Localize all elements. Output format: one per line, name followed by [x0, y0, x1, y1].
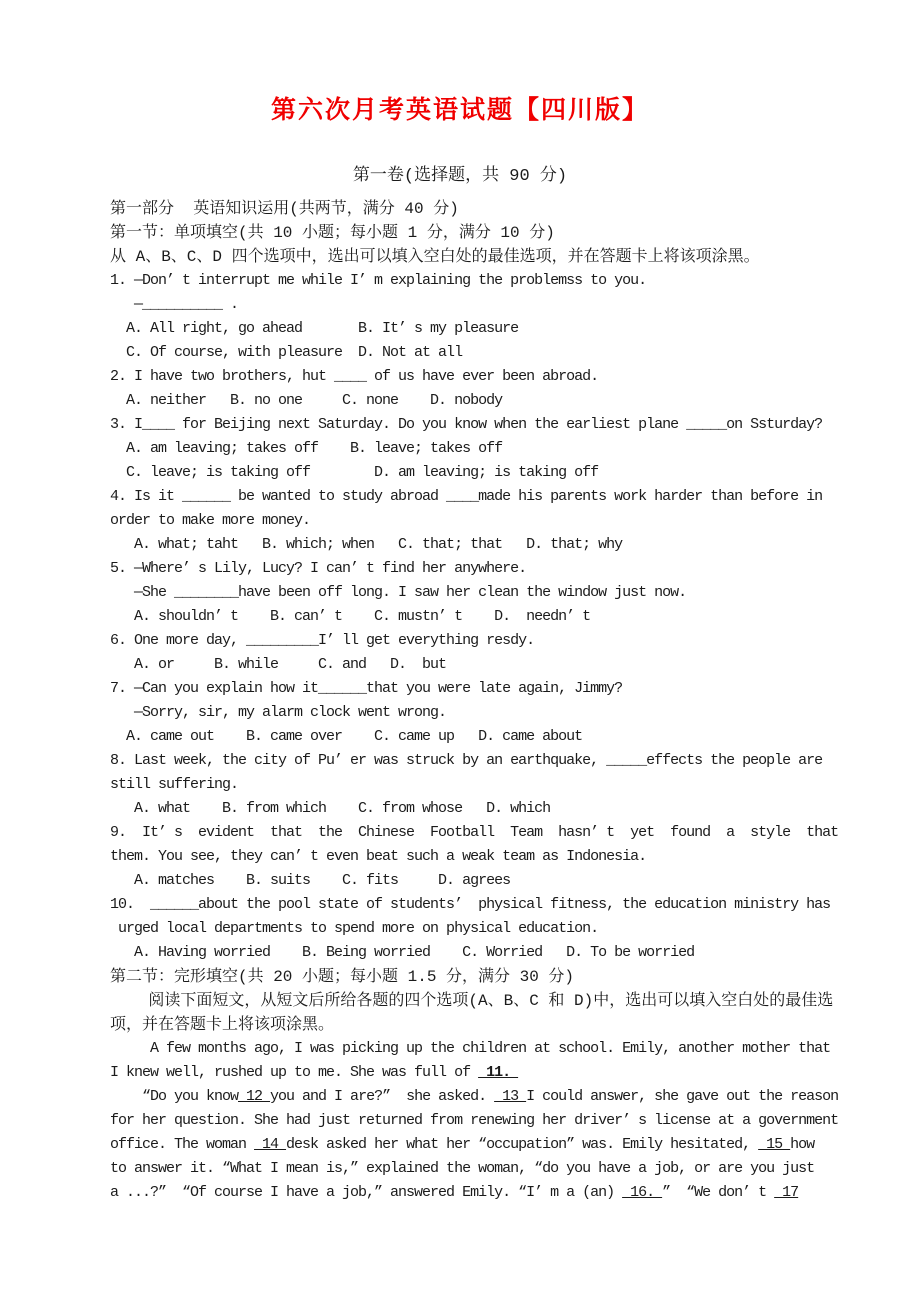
doc-line: 第一部分 英语知识运用(共两节，满分 40 分) [110, 200, 459, 218]
doc-line: 6. One more day, _________I’ ll get everything resdy. [110, 632, 535, 649]
doc-line: 1. —Don’ t interrupt me while I’ m explaining the problemss to you. [110, 272, 647, 289]
doc-line [110, 1085, 880, 1109]
doc-line: A. or B. while C. and D. but [110, 656, 447, 673]
text-segment: a ...?” “Of course I have a job,” answered Emily. “I’ m a (an) [110, 1184, 623, 1201]
page-title: 第六次月考英语试题【四川版】 [270, 96, 649, 124]
doc-line: A. am leaving; takes off B. leave; takes off [110, 440, 503, 457]
doc-line: 8. Last week, the city of Pu’ er was struck by an earthquake, _____effects the people are [110, 752, 823, 769]
document-lines [110, 197, 880, 1205]
doc-line: A. All right, go ahead B. It’ s my pleasure [110, 320, 519, 337]
text-segment: you and I are?” she asked. [270, 1088, 495, 1105]
cloze-blank: 16. [622, 1184, 663, 1201]
cloze-blank: 17 [774, 1184, 799, 1201]
doc-line: 从 A、B、C、D 四个选项中，选出可以填入空白处的最佳选项，并在答题卡上将该项涂黑。 [110, 248, 760, 266]
doc-line: C. Of course, with pleasure D. Not at all [110, 344, 463, 361]
cloze-blank: 14 [254, 1136, 287, 1153]
doc-line: 9. It’ s evident that the Chinese Football Team hasn’ t yet found a style that [110, 824, 839, 841]
doc-line: A. matches B. suits C. fits D. agrees [110, 872, 511, 889]
doc-line: 第一节：单项填空(共 10 小题；每小题 1 分，满分 10 分) [110, 224, 555, 242]
doc-line: still suffering. [110, 776, 239, 793]
doc-line: A. what B. from which C. from whose D. which [110, 800, 551, 817]
doc-line: 10. ______about the pool state of students’ physical fitness, the education ministry has [110, 896, 831, 913]
doc-line: —She ________have been off long. I saw her clean the window just now. [110, 584, 687, 601]
doc-line: 5. —Where’ s Lily, Lucy? I can’ t find her anywhere. [110, 560, 527, 577]
doc-line: 3. I____ for Beijing next Saturday. Do you know when the earliest plane _____on Ssturday? [110, 416, 823, 433]
doc-line [110, 1061, 880, 1085]
cloze-blank: 13 [494, 1088, 527, 1105]
cloze-blank: 11. [478, 1064, 519, 1081]
doc-line [110, 1133, 880, 1157]
text-segment: how [790, 1136, 815, 1153]
doc-line: 项，并在答题卡上将该项涂黑。 [110, 1016, 335, 1034]
doc-line: A. Having worried B. Being worried C. Worried D. To be worried [110, 944, 695, 961]
text-segment: I could answer, she gave out the reason [526, 1088, 839, 1105]
doc-line: —Sorry, sir, my alarm clock went wrong. [110, 704, 447, 721]
section-one-heading: 第一卷(选择题，共 90 分) [352, 167, 568, 186]
doc-line: A. neither B. no one C. none D. nobody [110, 392, 503, 409]
doc-line: 7. —Can you explain how it______that you were late again, Jimmy? [110, 680, 623, 697]
doc-line: —__________ . [110, 296, 239, 313]
cloze-blank: 15 [758, 1136, 791, 1153]
doc-line: A. came out B. came over C. came up D. came about [110, 728, 583, 745]
doc-line: A. shouldn’ t B. can’ t C. mustn’ t D. needn’ t [110, 608, 591, 625]
doc-line: order to make more money. [110, 512, 311, 529]
doc-line: urged local departments to spend more on physical education. [110, 920, 599, 937]
text-segment: I knew well, rushed up to me. She was full of [110, 1064, 479, 1081]
doc-line: for her question. She had just returned from renewing her driver’ s license at a government [110, 1112, 839, 1129]
text-segment: ” “We don’ t [662, 1184, 775, 1201]
doc-line: to answer it. “What I mean is,” explained the woman, “do you have a job, or are you just [110, 1160, 815, 1177]
text-segment: “Do you know [110, 1088, 239, 1105]
doc-line: A. what; taht B. which; when C. that; that D. that; why [110, 536, 623, 553]
doc-line: C. leave; is taking off D. am leaving; is taking off [110, 464, 599, 481]
doc-line: 4. Is it ______ be wanted to study abroad ____made his parents work harder than before in [110, 488, 823, 505]
cloze-blank: 12 [238, 1088, 271, 1105]
doc-line: 2. I have two brothers, hut ____ of us have ever been abroad. [110, 368, 599, 385]
doc-line: them. You see, they can’ t even beat such a weak team as Indonesia. [110, 848, 647, 865]
text-segment: office. The woman [110, 1136, 255, 1153]
doc-line [110, 1181, 880, 1205]
doc-line: 阅读下面短文，从短文后所给各题的四个选项(A、B、C 和 D)中，选出可以填入空白处的最佳选 [110, 992, 834, 1010]
doc-line: 第二节：完形填空(共 20 小题；每小题 1.5 分，满分 30 分) [110, 968, 575, 986]
doc-line: A few months ago, I was picking up the children at school. Emily, another mother that [110, 1040, 831, 1057]
text-segment: desk asked her what her “occupation” was. Emily hesitated, [286, 1136, 759, 1153]
